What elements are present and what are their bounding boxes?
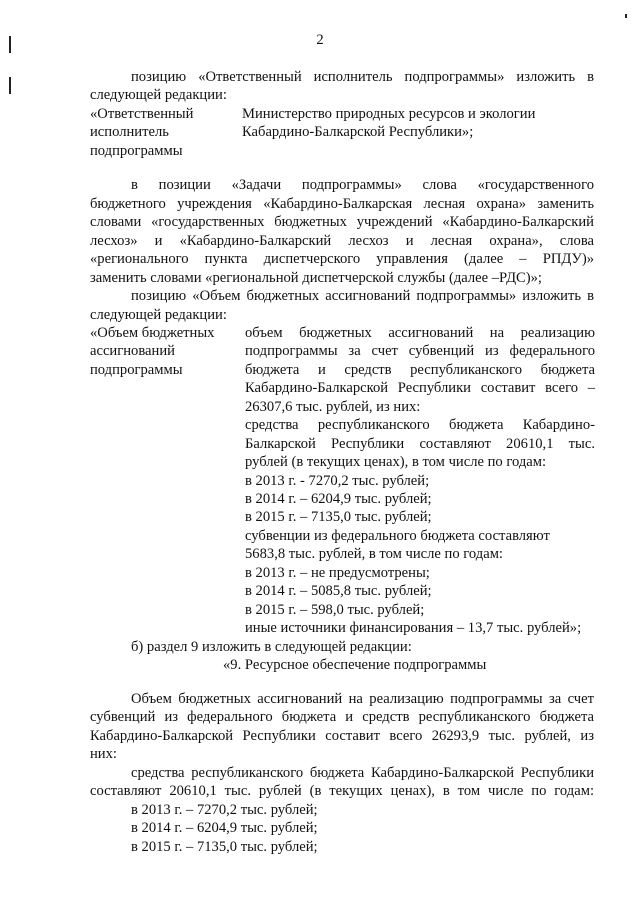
table-value-line: Кабардино-Балкарской Республики»; — [242, 124, 474, 140]
paragraph-line: словами «государственных бюджетных учреждений «Кабардино-Балкарский — [90, 214, 594, 230]
paragraph-line: следующей редакции: — [90, 307, 227, 323]
paragraph-line: Кабардино-Балкарской Республики составит всего 26293,9 тыс. рублей, из — [90, 728, 594, 744]
paragraph-line: в позиции «Задачи подпрограммы» слова «государственного — [131, 177, 594, 193]
paragraph-line: в 2013 г. – 7270,2 тыс. рублей; — [131, 802, 318, 818]
paragraph-line: Объем бюджетных ассигнований на реализацию подпрограммы за счет — [131, 691, 594, 707]
table-label-line: подпрограммы — [90, 143, 183, 159]
table-label-line: ассигнований — [90, 343, 175, 359]
table-value-line: иные источники финансирования – 13,7 тыс. рублей»; — [245, 620, 582, 636]
section-heading: «9. Ресурсное обеспечение подпрограммы — [223, 657, 487, 673]
table-value-line: средства республиканского бюджета Кабардино- — [245, 417, 595, 433]
paragraph-line: лесхоз» и «Кабардино-Балкарский лесхоз и лесная охрана», слова — [90, 233, 594, 249]
paragraph-line: бюджетного учреждения «Кабардино-Балкарская лесная охрана» заменить — [90, 196, 594, 212]
paragraph-line: «регионального пункта диспетчерского управления (далее – РПДУ)» — [90, 251, 594, 267]
table-value-line: Министерство природных ресурсов и экологии — [242, 106, 536, 122]
table-value-line: в 2014 г. – 5085,8 тыс. рублей; — [245, 583, 432, 599]
table-label-line: исполнитель — [90, 124, 169, 140]
table-value-line: субвенции из федерального бюджета составляют — [245, 528, 550, 544]
paragraph-line: позицию «Объем бюджетных ассигнований подпрограммы» изложить в — [131, 288, 594, 304]
table-label-line: подпрограммы — [90, 362, 183, 378]
table-value-line: рублей (в текущих ценах), в том числе по годам: — [245, 454, 547, 470]
table-value-line: в 2013 г. - 7270,2 тыс. рублей; — [245, 473, 430, 489]
paragraph-line: субвенций из федерального бюджета и средств республиканского бюджета — [90, 709, 594, 725]
paragraph-line: в 2015 г. – 7135,0 тыс. рублей; — [131, 839, 318, 855]
paragraph-line: следующей редакции: — [90, 87, 227, 103]
paragraph-line: заменить словами «региональной диспетчерской службы (далее –РДС)»; — [90, 270, 542, 286]
table-value-line: в 2014 г. – 6204,9 тыс. рублей; — [245, 491, 432, 507]
table-value-line: Балкарской Республики составляют 20610,1 тыс. — [245, 436, 595, 452]
table-value-line: Кабардино-Балкарской Республики составит всего – — [245, 380, 595, 396]
scan-margin-mark — [625, 14, 627, 18]
table-value-line: в 2015 г. – 7135,0 тыс. рублей; — [245, 509, 432, 525]
table-value-line: бюджета и средств республиканского бюджета — [245, 362, 595, 378]
paragraph-line: в 2014 г. – 6204,9 тыс. рублей; — [131, 820, 318, 836]
scan-margin-mark — [9, 77, 11, 94]
list-item-b: б) раздел 9 изложить в следующей редакции: — [131, 639, 412, 655]
table-value-line: в 2015 г. – 598,0 тыс. рублей; — [245, 602, 425, 618]
table-value-line: 5683,8 тыс. рублей, в том числе по годам: — [245, 546, 503, 562]
paragraph-line: средства республиканского бюджета Кабардино-Балкарской Республики — [131, 765, 594, 781]
table-label-line: «Ответственный — [90, 106, 194, 122]
table-value-line: объем бюджетных ассигнований на реализацию — [245, 325, 595, 341]
table-label-line: «Объем бюджетных — [90, 325, 215, 341]
table-value-line: в 2013 г. – не предусмотрены; — [245, 565, 430, 581]
page-number: 2 — [316, 32, 324, 48]
paragraph-line: составляют 20610,1 тыс. рублей (в текущих ценах), в том числе по годам: — [90, 783, 594, 799]
paragraph-line: позицию «Ответственный исполнитель подпрограммы» изложить в — [131, 69, 594, 85]
table-value-line: 26307,6 тыс. рублей, из них: — [245, 399, 421, 415]
table-value-line: подпрограммы за счет субвенций из федерального — [245, 343, 595, 359]
paragraph-line: них: — [90, 746, 117, 762]
